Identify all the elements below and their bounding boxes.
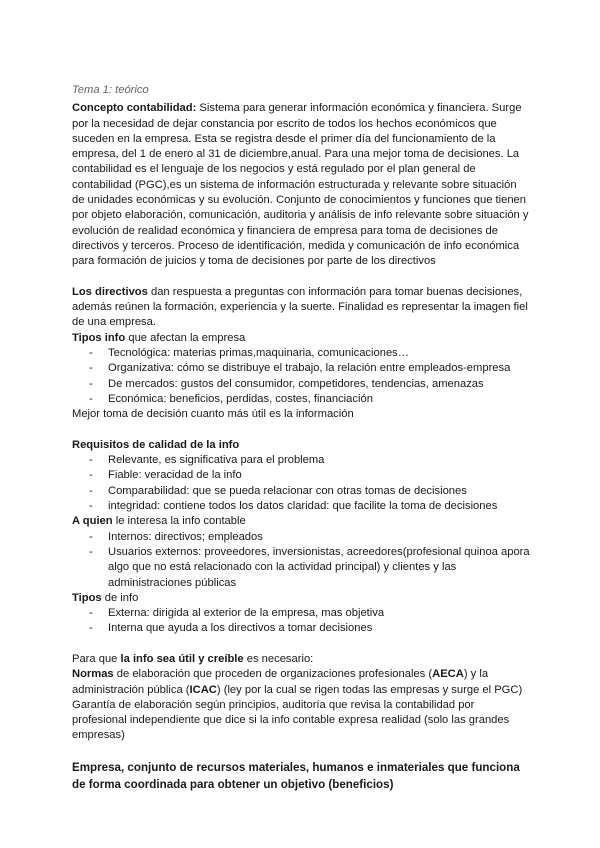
document-subtitle: Tema 1: teórico: [72, 84, 149, 96]
text-normas-2: ) y la administración pública (: [72, 668, 489, 696]
list-item: - Fiable: veracidad de la info: [72, 468, 532, 483]
paragraph-para-que: [72, 652, 532, 667]
document-body: [72, 83, 532, 793]
text-normas-3: ) (ley por la cual se rigen todas las empresas y surge el PGC) Garantía de elaboración según principios, auditoría que revisa la contabilidad por profesional independiente que dice si la info contable expresa realidad (solo las grandes empresas): [72, 683, 523, 742]
list-item: - De mercados: gustos del consumidor, competidores, tendencias, amenazas: [72, 377, 532, 392]
list-item: - integridad: contiene todos los datos claridad: que facilite la toma de decisiones: [72, 499, 532, 514]
text-para-que-post: es necesario:: [243, 652, 314, 665]
list-item: - Comparabilidad: que se pueda relacionar con otras tomas de decisiones: [72, 484, 532, 499]
text-para-que-pre: Para que: [72, 652, 121, 665]
text-mejor-toma-decision: Mejor toma de decisión cuanto más útil es la información: [72, 408, 354, 421]
paragraph-normas: [72, 667, 532, 743]
text-tipos: de info: [101, 591, 139, 604]
text-normas-1: de elaboración que proceden de organizaciones profesionales (: [113, 668, 433, 681]
list-item: - Relevante, es significativa para el problema: [72, 453, 532, 468]
term-aeca: AECA: [432, 668, 464, 681]
list-item: - Organizativa: cómo se distribuye el trabajo, la relación entre empleados-empresa: [72, 361, 532, 376]
term-requisitos-calidad: Requisitos de calidad de la info: [72, 438, 240, 451]
paragraph-los-directivos: [72, 285, 532, 331]
heading-requisitos-calidad: [72, 438, 532, 453]
list-item: - Internos: directivos; empleados: [72, 530, 532, 545]
list-tipos-de-info: [72, 606, 532, 637]
term-concepto-contabilidad: Concepto contabilidad:: [72, 102, 197, 115]
text-tipos-info: que afectan la empresa: [125, 331, 246, 344]
list-requisitos-calidad: [72, 453, 532, 514]
list-item: - Externa: dirigida al exterior de la empresa, mas objetiva: [72, 606, 532, 621]
term-info-util-creible: la info sea útil y creíble: [120, 652, 244, 665]
list-item: - Usuarios externos: proveedores, inversionistas, acreedores(profesional quinoa apora algo que no está relacionado con la actividad principal) y clientes y las administraciones públicas: [72, 545, 532, 591]
list-item: - Tecnológica: materias primas,maquinaria, comunicaciones…: [72, 346, 532, 361]
term-a-quien: A quien: [72, 515, 113, 528]
text-a-quien: le interesa la info contable: [112, 515, 246, 528]
list-tipos-info-afectan: [72, 346, 532, 407]
term-tipos: Tipos: [72, 591, 102, 604]
term-los-directivos: Los directivos: [72, 285, 148, 298]
heading-tipos-de-info: [72, 591, 532, 606]
list-item: - Interna que ayuda a los directivos a tomar decisiones: [72, 621, 532, 636]
term-tipos-info: Tipos info: [72, 331, 126, 344]
paragraph-concepto-contabilidad: [72, 101, 532, 269]
list-a-quien: [72, 530, 532, 591]
heading-tipos-info-afectan: [72, 331, 532, 346]
term-icac: ICAC: [189, 683, 217, 696]
definition-concepto-contabilidad: Sistema para generar información económica y financiera. Surge por la necesidad de dejar constancia por escrito de todos los hechos económicos que suceden en la empresa. Esta se registra desde el primer día del funcionamiento de la empresa, del 1 de enero al 31 de diciembre,anual. Para una mejor toma de decisiones. La contabilidad es el lenguaje de los negocios y está regulado por el plan general de contabilidad (PGC),es un sistema de información estructurada y relevante sobre situación de unidades económicas y su evolución. Conjunto de conocimientos y funciones que tienen por objeto elaboración, comunicación, auditoria y análisis de info relevante sobre situación y evolución de realidad económica y financiera de empresa para toma de decisiones de directivos y terceros. Proceso de identificación, medida y comunicación de info económica para formación de juicios y toma de decisiones por parte de los directivos: [72, 102, 529, 268]
heading-a-quien: [72, 514, 532, 529]
text-los-directivos: dan respuesta a preguntas con información para tomar buenas decisiones, además reúnen la formación, experiencia y la suerte. Finalidad es representar la imagen fiel de una empresa.: [72, 285, 528, 329]
list-item: - Económica: beneficios, perdidas, costes, financiación: [72, 392, 532, 407]
paragraph-empresa-definicion: Empresa, conjunto de recursos materiales, humanos e inmateriales que funciona de forma coordinada para obtener un objetivo (beneficios): [72, 761, 520, 792]
term-normas: Normas: [72, 668, 114, 681]
